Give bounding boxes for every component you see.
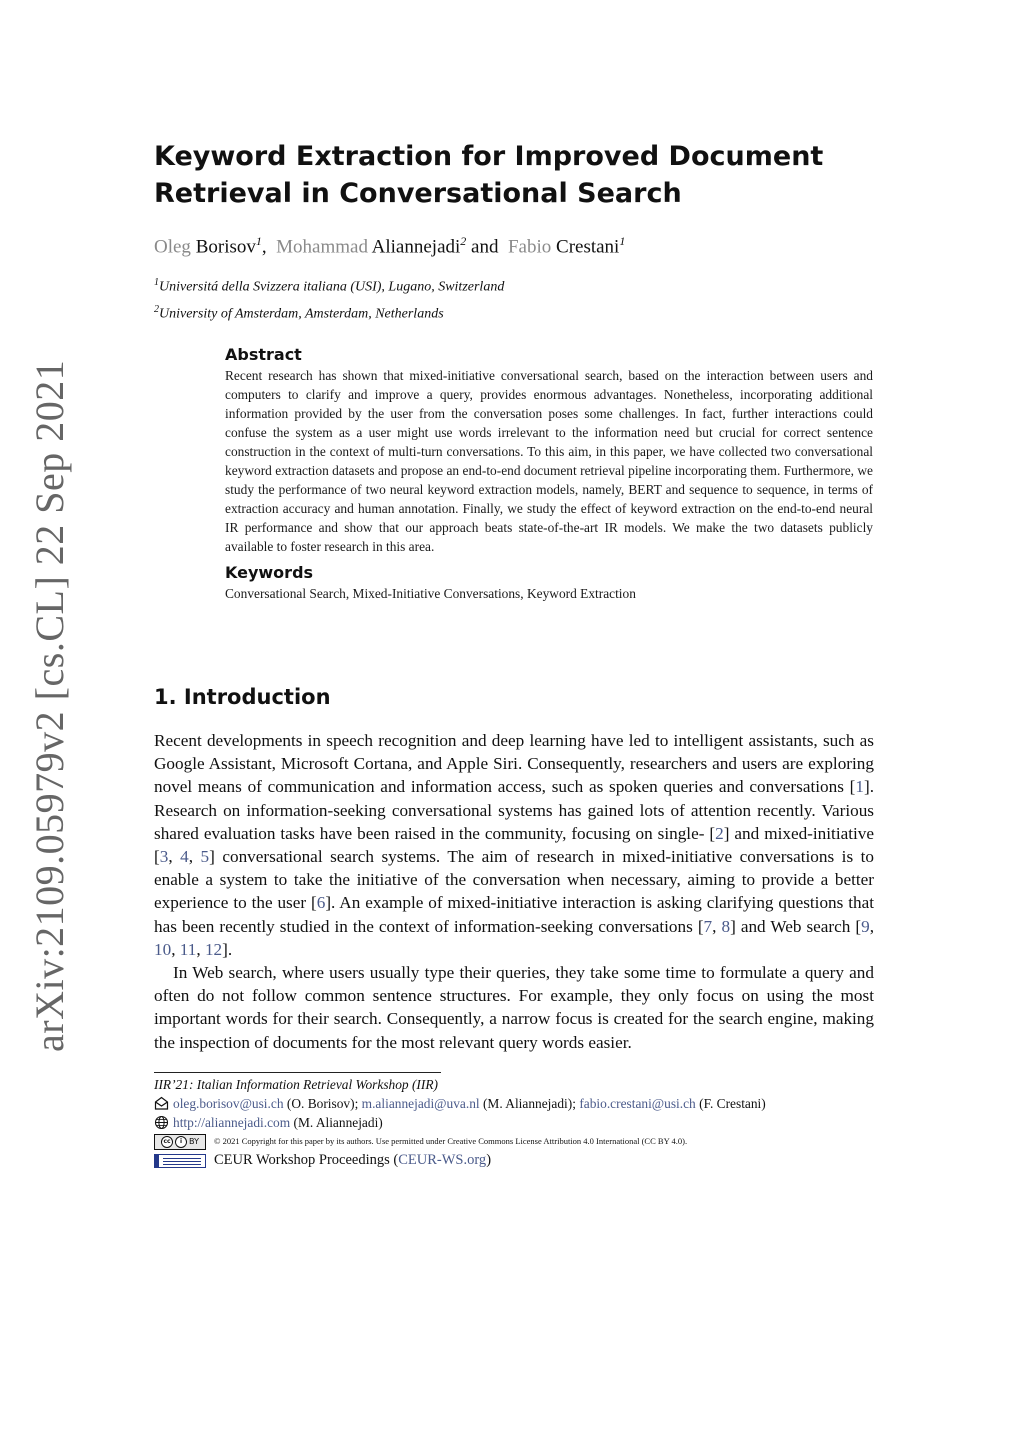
text-run: Recent developments in speech recognition and deep learning have led to intelligent assistants, such as Google Assistant, Microsoft Cortana, and Apple Siri. Consequently, researchers and users are exploring novel means of communication and information access, such as spoken queries and conversations [ <box>154 731 874 797</box>
title-line-1: Keyword Extraction for Improved Document <box>154 141 824 172</box>
workshop-text: IIR’21: Italian Information Retrieval Workshop (IIR) <box>154 1077 438 1092</box>
email-link[interactable]: fabio.crestani@usi.ch <box>579 1096 696 1111</box>
email-link[interactable]: m.aliannejadi@uva.nl <box>361 1096 480 1111</box>
affiliation-sup: 1 <box>154 277 159 288</box>
license-line <box>154 1132 874 1151</box>
text-run: ] and Web search [ <box>730 916 862 936</box>
citation-link[interactable]: 3 <box>159 847 169 867</box>
ceur-link[interactable]: CEUR-WS.org <box>398 1152 487 1168</box>
citation-link[interactable]: 1 <box>855 777 864 797</box>
affiliations <box>154 272 874 325</box>
paragraph: In Web search, where users usually type their queries, they take some time to formulate a query and often do not follow common sentence structures. For example, they only focus on using the most important words for their search. Consequently, a narrow focus is created for the search engine, making the inspection of documents for the most relevant query words easier. <box>154 963 874 1052</box>
email-owner: (M. Aliannejadi); <box>482 1096 576 1111</box>
author-affil-sup: 1 <box>255 234 262 248</box>
author-family-name: Crestani <box>556 236 620 258</box>
affiliation-line <box>154 299 874 326</box>
author-separator: , <box>261 236 267 258</box>
arxiv-identifier: arXiv:2109.05979v2 [cs.CL] 22 Sep 2021 <box>27 359 72 1052</box>
ceur-line <box>154 1151 874 1170</box>
citation-link[interactable]: 7 <box>703 916 713 936</box>
ceur-close: ) <box>486 1152 492 1168</box>
workshop-note <box>154 1075 874 1094</box>
citation-link[interactable]: 12 <box>204 939 223 959</box>
website-link[interactable]: http://aliannejadi.com <box>173 1115 291 1130</box>
abstract-heading: Abstract <box>225 345 302 364</box>
citation-link[interactable]: 6 <box>316 893 326 913</box>
affiliation-line <box>154 272 874 299</box>
ceur-text <box>214 1151 491 1170</box>
website-owner: (M. Aliannejadi) <box>293 1115 383 1130</box>
paragraph: Recent developments in speech recognition and deep learning have led to intelligent assistants, such as Google Assistant, Microsoft Cortana, and Apple Siri. Consequently, researchers and users are exploring novel means of communication and information access, such as spoken queries and conversations [1]. Research on information-seeking conversational systems has gained lots of attention recently. Various shared evaluation tasks have been raised in the community, focusing on single- [2] and mixed-initiative [3, 4, 5] conversational search systems. The aim of research in mixed-initiative conversations is to enable a system to take the initiative of the conversation when necessary, aiming to provide a better experience to the user [6]. An example of mixed-initiative interaction is asking clarifying questions that has been recently studied in the context of information-seeking conversations [7, 8] and Web search [9, 10, 11, 12]. <box>154 731 875 959</box>
abstract-section <box>225 344 873 603</box>
author-family-name: Borisov <box>195 236 256 258</box>
abstract-text: Recent research has shown that mixed-initiative conversational search, based on the interaction between users and computers to clarify and improve a query, provides enormous advantages. Nonetheless, incorporating additional information provided by the user from the conversation poses some challenges. In fact, further interactions could confuse the system as a user might use words irrelevant to the information need but crucial for correct sentence construction in the context of multi-turn conversations. To this aim, in this paper, we have collected two conversational keyword extraction datasets and propose an end-to-end document retrieval pipeline incorporating them. Furthermore, we study the performance of two neural keyword extraction models, namely, BERT and sequence to sequence, in terms of extraction accuracy and human annotation. Finally, we study the effect of keyword extraction on the end-to-end neural IR performance and show that our approach beats state-of-the-art IR models. We make the two datasets publicly available to foster research in this area. <box>225 368 873 554</box>
footnotes <box>154 1075 874 1170</box>
text-run: ] conversational search systems. The aim of research in mixed-initiative conversations is to enable a system to take the initiative of the conversation when necessary, aiming to provide a better experience to the user [ <box>154 847 875 913</box>
keywords-heading: Keywords <box>225 563 314 582</box>
author-given-name: Fabio <box>507 236 552 258</box>
citation-link[interactable]: 5 <box>200 847 210 867</box>
citation-link[interactable]: 9 <box>861 916 870 936</box>
text-run: ] and mixed-initiative [ <box>154 823 874 867</box>
author-list <box>154 228 874 260</box>
license-text: © 2021 Copyright for this paper by its authors. Use permitted under Creative Commons License Attribution 4.0 International (CC BY 4.0). <box>214 1136 688 1146</box>
author-separator: and <box>471 236 499 258</box>
author-affil-sup: 2 <box>460 234 467 248</box>
website-line <box>154 1113 874 1132</box>
cc-badge-label: BY <box>189 1137 199 1146</box>
affiliation-text: University of Amsterdam, Amsterdam, Netherlands <box>159 306 444 322</box>
keywords-text: Conversational Search, Mixed-Initiative Conversations, Keyword Extraction <box>225 586 636 601</box>
email-line <box>154 1094 874 1113</box>
title-line-2: Retrieval in Conversational Search <box>154 178 682 209</box>
footnote-divider <box>154 1072 441 1073</box>
email-link[interactable]: oleg.borisov@usi.ch <box>173 1096 284 1111</box>
affiliation-sup: 2 <box>154 303 159 315</box>
citation-link[interactable]: 4 <box>180 847 189 867</box>
ceur-label: CEUR Workshop Proceedings ( <box>214 1152 399 1168</box>
text-run: ]. <box>222 939 233 959</box>
mail-icon <box>154 1096 169 1111</box>
citation-link[interactable]: 10 <box>154 939 172 959</box>
globe-icon <box>154 1115 169 1130</box>
introduction-heading: 1. Introduction <box>154 685 331 709</box>
text-run: ]. Research on information-seeking conversational systems has gained lots of attention recently. Various shared evaluation tasks have been raised in the community, focusing on single- [ <box>154 777 874 843</box>
email-owner: (F. Crestani) <box>699 1096 766 1111</box>
paper-title <box>154 138 874 212</box>
citation-link[interactable]: 8 <box>721 916 731 936</box>
author-given-name: Mohammad <box>276 236 368 258</box>
affiliation-text: Universitá della Svizzera italiana (USI), Lugano, Switzerland <box>159 279 505 295</box>
ceur-logo-icon <box>154 1154 206 1168</box>
author-family-name: Aliannejadi <box>371 236 461 258</box>
cc-by-icon: cc i BY <box>154 1134 206 1150</box>
introduction-body <box>154 729 874 1054</box>
author-affil-sup: 1 <box>619 234 626 248</box>
text-run: ]. An example of mixed-initiative interaction is asking clarifying questions that has been recently studied in the context of information-seeking conversations [ <box>154 893 874 936</box>
author-given-name: Oleg <box>154 236 191 258</box>
citation-link[interactable]: 2 <box>715 823 724 843</box>
email-owner: (O. Borisov); <box>286 1096 359 1111</box>
citation-link[interactable]: 11 <box>179 939 197 959</box>
